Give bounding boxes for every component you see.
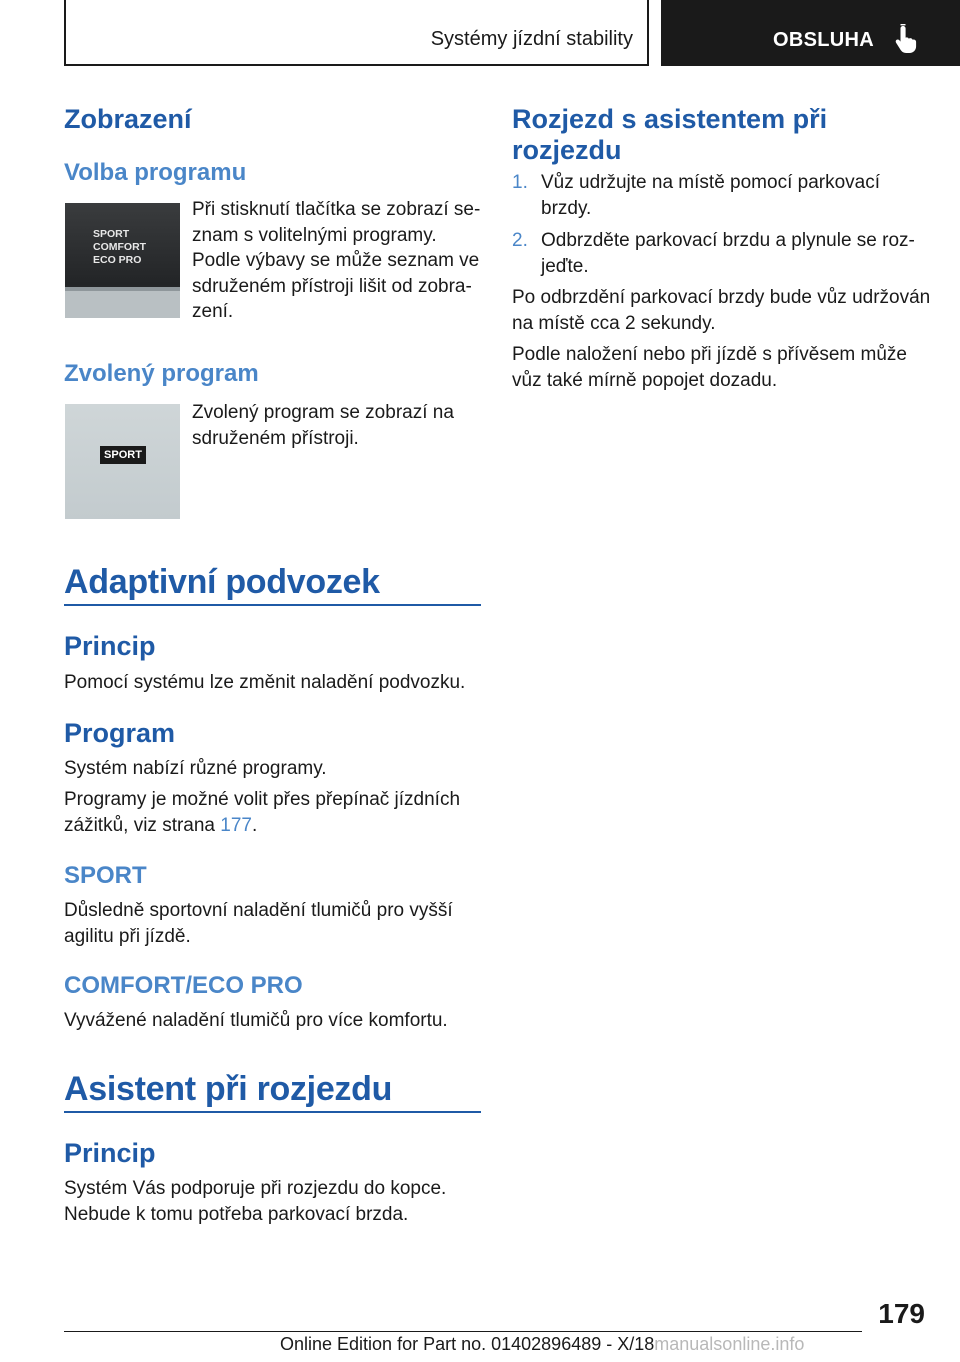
program-list-image bbox=[65, 203, 180, 318]
header-chapter-tab[interactable] bbox=[661, 0, 960, 66]
step-1: 1. Vůz udržujte na místě pomocí parkovací brzdy. bbox=[512, 172, 880, 219]
program-text-1: Systém nabízí různé programy. bbox=[64, 758, 327, 779]
footer-rule bbox=[64, 1331, 862, 1332]
zvoleny-program-text: Zvolený program se zobrazí na sdruženém přístroji. bbox=[192, 402, 454, 449]
heading-program: Program bbox=[64, 718, 176, 748]
rozjezd-paragraph-1: Po odbrzdění parkovací brzdy bude vůz udržován na místě cca 2 sekundy. bbox=[512, 287, 931, 334]
heading-rozjezd-s-asistentem: Rozjezd s asistentem při rozjezdu bbox=[512, 104, 828, 165]
rozjezd-paragraph-2: Podle naložení nebo při jízdě s přívěsem může vůz také mírně popojet dozadu. bbox=[512, 344, 907, 391]
step-number: 1. bbox=[512, 172, 528, 193]
selected-program-badge: SPORT bbox=[100, 446, 146, 464]
header-section-title: Systémy jízdní stability bbox=[430, 28, 633, 50]
page-number: 179 bbox=[878, 1298, 925, 1329]
volba-programu-text: Při stisknutí tlačítka se zobrazí se- znam s volitelnými programy. Podle výbavy se může seznam ve sdruženém přístroji lišit od zobra- zení. bbox=[192, 199, 481, 322]
footer-site-watermark: manualsonline.info bbox=[654, 1334, 805, 1354]
princip-asistent-text: Systém Vás podporuje při rozjezdu do kopce. Nebude k tomu potřeba parkovací brzda. bbox=[64, 1178, 447, 1225]
step-2: 2. Odbrzděte parkovací brzdu a plynule se roz- jeďte. bbox=[512, 230, 915, 277]
step-number: 2. bbox=[512, 230, 528, 251]
heading-volba-programu: Volba programu bbox=[64, 159, 247, 186]
page-reference-link[interactable]: 177 bbox=[220, 814, 252, 836]
hand-pointer-icon bbox=[894, 24, 920, 54]
heading-zobrazeni: Zobrazení bbox=[64, 104, 192, 134]
heading-adaptivni-podvozek: Adaptivní podvozek bbox=[64, 563, 380, 601]
princip-podvozek-text: Pomocí systému lze změnit naladění podvozku. bbox=[64, 672, 466, 693]
heading-princip-asistent: Princip bbox=[64, 1138, 156, 1168]
section-rule bbox=[64, 604, 481, 606]
footer-edition: Online Edition for Part no. 01402896489 - X/18manualsonline.info bbox=[280, 1334, 805, 1354]
header-chapter-label: OBSLUHA bbox=[773, 29, 874, 51]
heading-comfort-eco-pro: COMFORT/ECO PRO bbox=[64, 972, 303, 999]
heading-zvoleny-program: Zvolený program bbox=[64, 360, 259, 387]
header-section-box bbox=[64, 0, 649, 66]
heading-sport: SPORT bbox=[64, 862, 147, 889]
program-list-image-text: SPORT COMFORT ECO PRO bbox=[93, 228, 147, 266]
heading-princip-podvozek: Princip bbox=[64, 631, 156, 661]
section-rule bbox=[64, 1111, 481, 1113]
heading-asistent-pri-rozjezdu: Asistent při rozjezdu bbox=[64, 1070, 393, 1108]
program-text-2: Programy je možné volit přes přepínač jízdních zážitků, viz strana 177. bbox=[64, 789, 461, 836]
selected-program-image bbox=[65, 404, 180, 519]
comfort-text: Vyvážené naladění tlumičů pro více komfortu. bbox=[64, 1010, 448, 1031]
sport-text: Důsledně sportovní naladění tlumičů pro vyšší agilitu při jízdě. bbox=[64, 900, 453, 947]
